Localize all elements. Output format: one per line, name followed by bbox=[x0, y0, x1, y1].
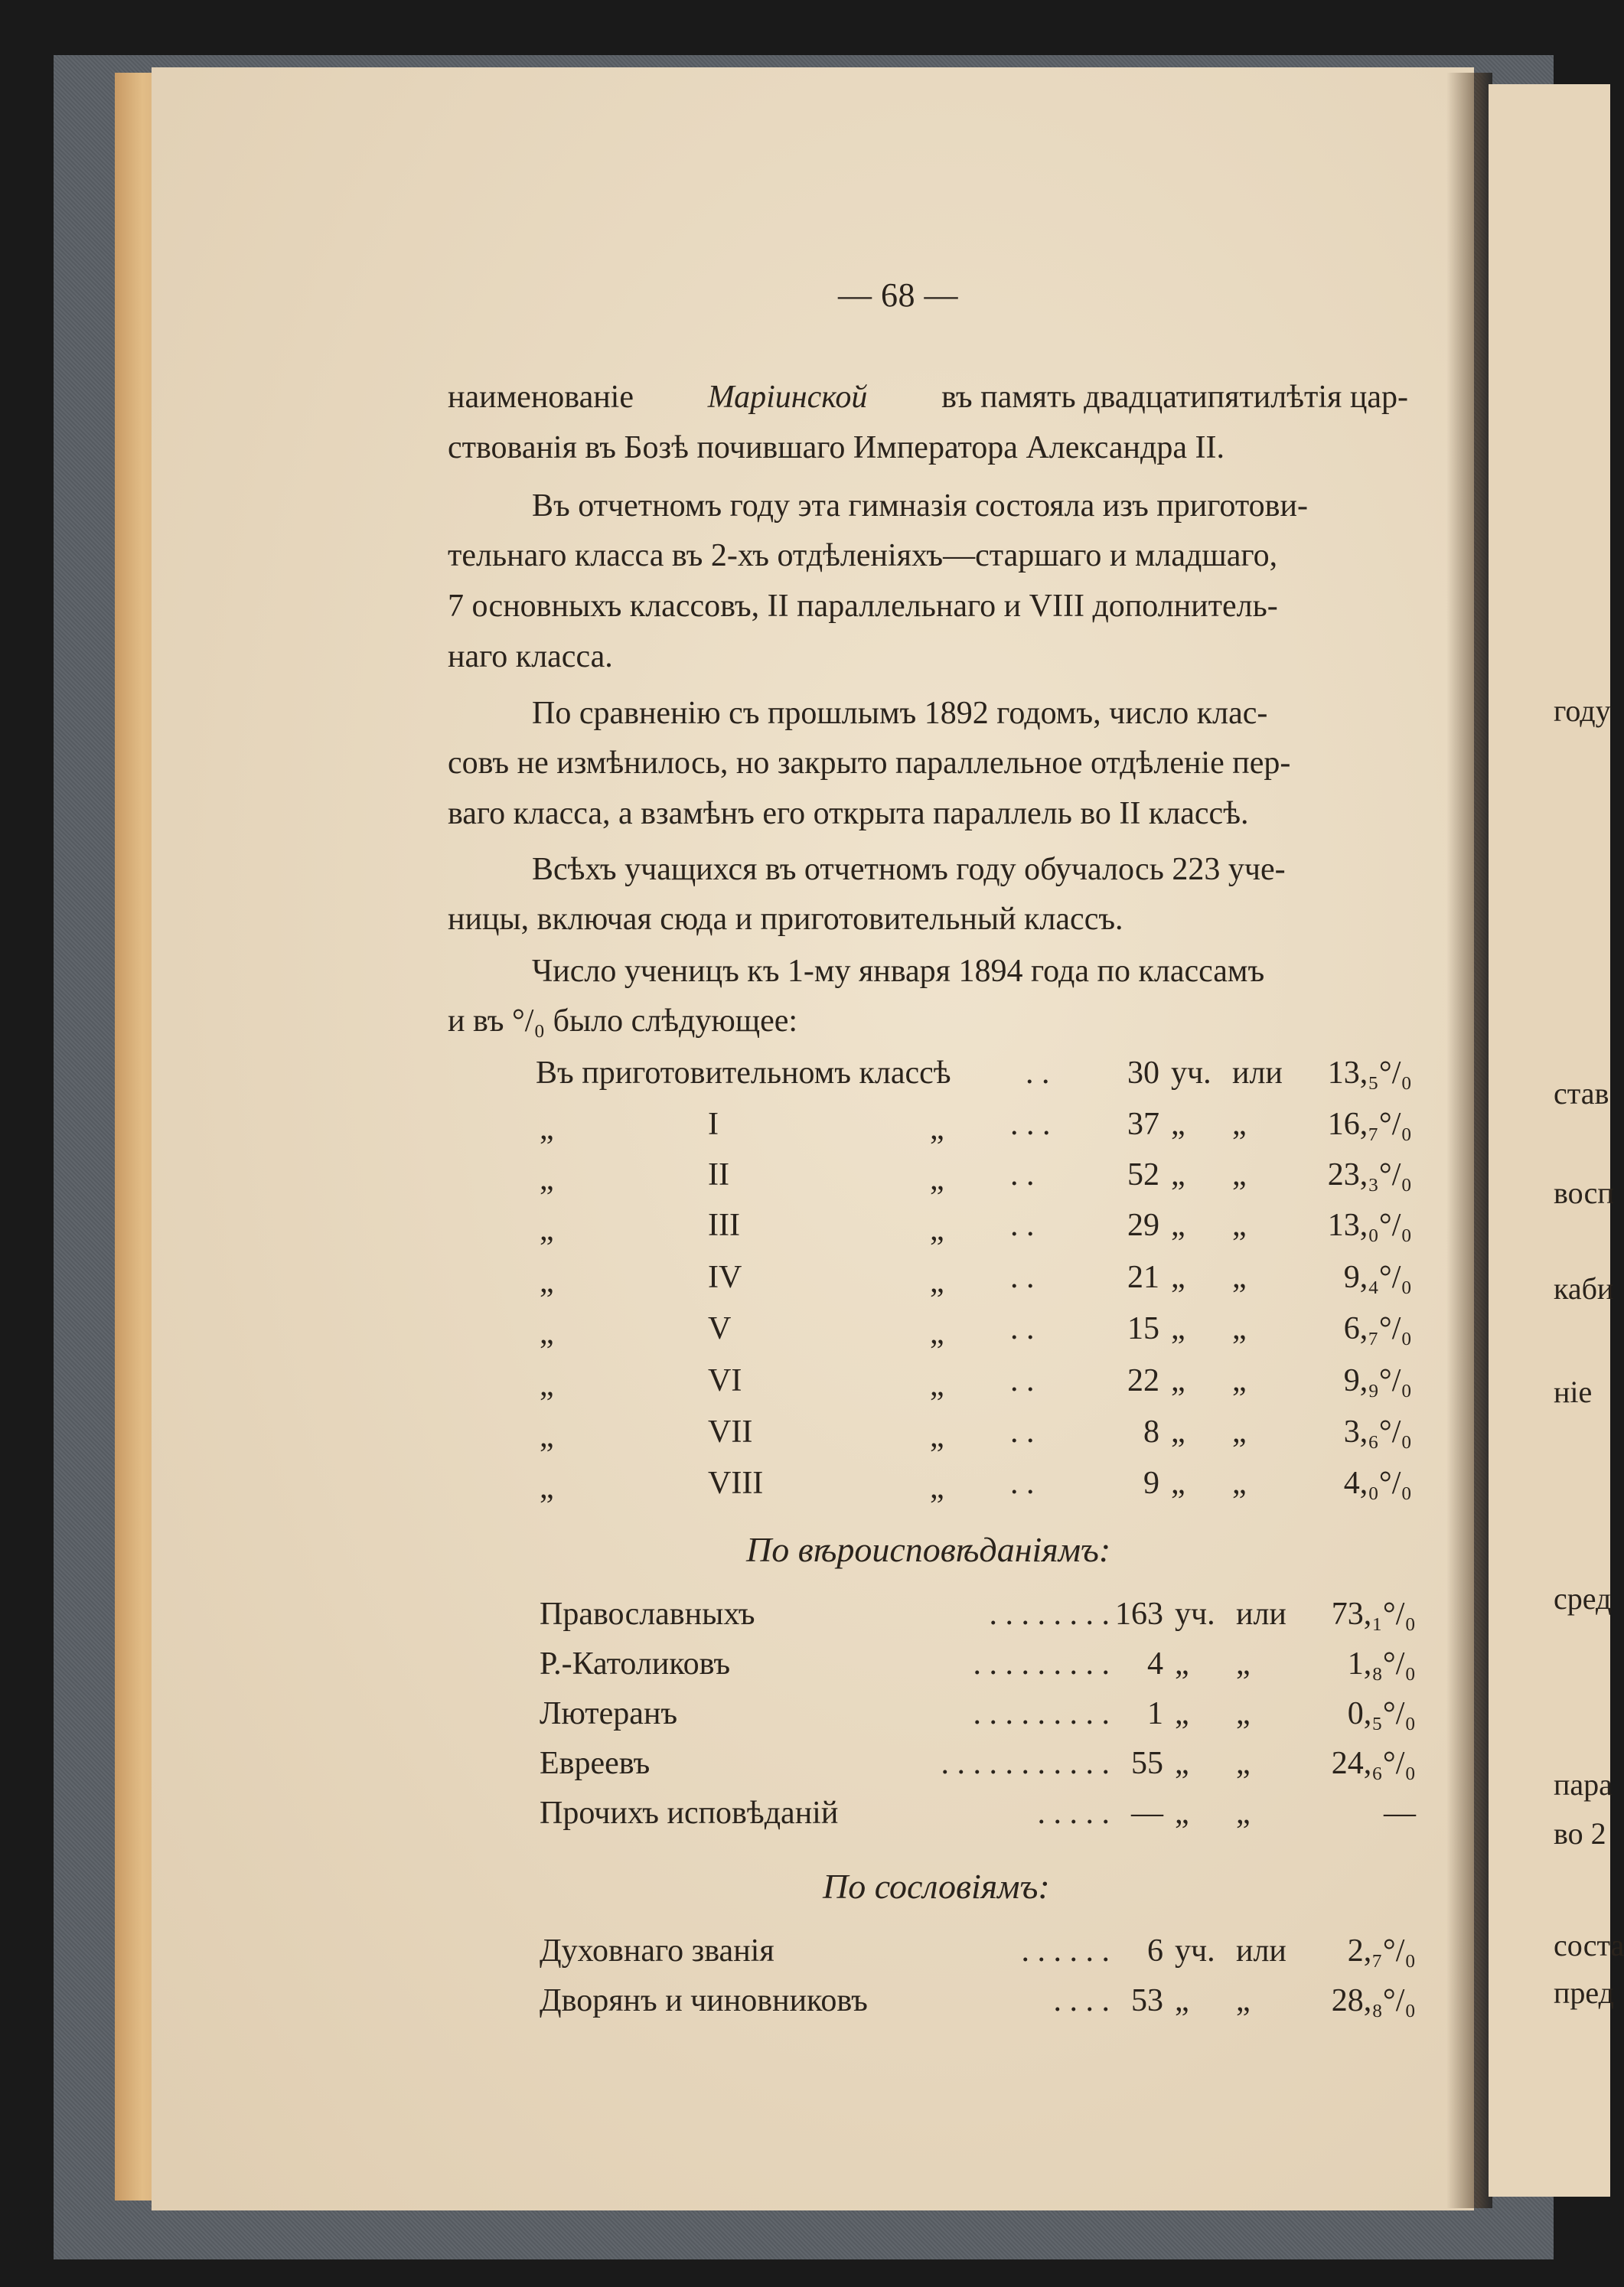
row-dots: . . bbox=[1010, 1363, 1035, 1398]
row-or: или bbox=[1236, 1933, 1286, 1969]
class-numeral: I bbox=[708, 1107, 719, 1142]
row-or: „ bbox=[1236, 1646, 1251, 1682]
row-dots: . . . . . bbox=[1037, 1796, 1110, 1831]
text-fragment: Число ученицъ къ 1-му января 1894 года по классамъ bbox=[532, 954, 1265, 989]
row-label: Православныхъ bbox=[540, 1597, 755, 1632]
row-or: „ bbox=[1236, 1696, 1251, 1731]
row-label: Р.-Католиковъ bbox=[540, 1646, 731, 1682]
row-percent: 2,₇°/₀ bbox=[1347, 1933, 1416, 1969]
row-dots: . . bbox=[1010, 1260, 1035, 1295]
row-unit: „ bbox=[1171, 1208, 1185, 1243]
ditto-mark: „ bbox=[930, 1368, 944, 1403]
row-or: или bbox=[1232, 1055, 1283, 1091]
class-numeral: V bbox=[708, 1311, 732, 1346]
row-count: — bbox=[1131, 1796, 1163, 1831]
row-percent: 73,₁°/₀ bbox=[1331, 1597, 1416, 1632]
ditto-mark: „ bbox=[930, 1264, 944, 1300]
row-unit: „ bbox=[1171, 1157, 1185, 1192]
facing-page bbox=[1489, 84, 1610, 2197]
row-or: „ bbox=[1232, 1363, 1247, 1398]
ditto-mark: „ bbox=[540, 1316, 554, 1351]
text-line bbox=[448, 1003, 1408, 1039]
row-count: 163 bbox=[1115, 1597, 1163, 1632]
row-count: 8 bbox=[1143, 1414, 1159, 1450]
row-percent: 23,₃°/₀ bbox=[1327, 1157, 1412, 1192]
row-count: 53 bbox=[1131, 1983, 1163, 2018]
class-numeral: III bbox=[708, 1208, 740, 1243]
text-line bbox=[448, 588, 1408, 625]
text-fragment: наго класса. bbox=[448, 639, 613, 674]
row-percent: 9,₄°/₀ bbox=[1343, 1260, 1412, 1295]
row-dots: . . bbox=[1010, 1466, 1035, 1501]
row-label: Въ приготовительномъ классѣ bbox=[536, 1055, 951, 1091]
text-line bbox=[448, 901, 1408, 938]
ditto-mark: „ bbox=[540, 1162, 554, 1197]
text-fragment: тельнаго класса въ 2-хъ отдѣленіяхъ—старшаго и младшаго, bbox=[448, 538, 1278, 573]
text-line bbox=[448, 795, 1408, 832]
book-gutter bbox=[1446, 73, 1492, 2208]
row-percent: 13,₀°/₀ bbox=[1327, 1208, 1412, 1243]
row-unit: „ bbox=[1171, 1311, 1185, 1346]
row-label: Духовнаго званія bbox=[540, 1933, 774, 1969]
facing-text-fragment: пара bbox=[1554, 1767, 1613, 1802]
section-heading-estates: По сословіямъ: bbox=[823, 1867, 1050, 1906]
text-line bbox=[448, 851, 1408, 888]
text-fragment: Всѣхъ учащихся въ отчетномъ году обучалось 223 уче- bbox=[532, 852, 1286, 887]
row-dots: . . . . . . bbox=[1021, 1933, 1110, 1969]
row-dots: . . . . . . . . bbox=[989, 1597, 1110, 1632]
row-dots: . . . . . . . . . . . bbox=[941, 1746, 1110, 1781]
row-unit: „ bbox=[1171, 1414, 1185, 1450]
row-percent: 3,₆°/₀ bbox=[1343, 1414, 1412, 1450]
text-fragment: въ память двадцатипятилѣтія цар- bbox=[941, 380, 1408, 415]
row-percent: 9,₉°/₀ bbox=[1343, 1363, 1412, 1398]
text-line bbox=[448, 429, 1408, 466]
class-numeral: VI bbox=[708, 1363, 742, 1398]
ditto-mark: „ bbox=[930, 1111, 944, 1147]
text-fragment: По сравненію съ прошлымъ 1892 годомъ, число клас- bbox=[532, 696, 1268, 731]
ditto-mark: „ bbox=[540, 1419, 554, 1454]
text-line bbox=[448, 488, 1408, 524]
section-heading-religion: По вѣроисповѣданіямъ: bbox=[746, 1530, 1111, 1569]
class-numeral: VII bbox=[708, 1414, 753, 1450]
row-dots: . . bbox=[1010, 1208, 1035, 1243]
facing-text-fragment: сред bbox=[1554, 1581, 1612, 1616]
facing-text-fragment: соста bbox=[1554, 1928, 1624, 1962]
row-dots: . . bbox=[1010, 1414, 1035, 1450]
row-percent: 0,₅°/₀ bbox=[1347, 1696, 1416, 1731]
text-line bbox=[448, 953, 1408, 990]
row-or: „ bbox=[1232, 1260, 1247, 1295]
row-dots: . . . . . . . . . bbox=[973, 1696, 1110, 1731]
row-unit: уч. bbox=[1171, 1055, 1211, 1091]
row-percent: 1,₈°/₀ bbox=[1347, 1646, 1416, 1682]
row-unit: „ bbox=[1175, 1696, 1189, 1731]
row-unit: „ bbox=[1171, 1107, 1185, 1142]
row-unit: „ bbox=[1171, 1466, 1185, 1501]
ditto-mark: „ bbox=[930, 1419, 944, 1454]
row-count: 22 bbox=[1127, 1363, 1159, 1398]
row-or: „ bbox=[1232, 1466, 1247, 1501]
row-label: Дворянъ и чиновниковъ bbox=[540, 1983, 868, 2018]
row-dots: . . . bbox=[1010, 1107, 1051, 1142]
row-or: „ bbox=[1236, 1796, 1251, 1831]
text-fragment: ваго класса, а взамѣнъ его открыта параллель во II классѣ. bbox=[448, 796, 1249, 831]
row-or: „ bbox=[1236, 1746, 1251, 1781]
row-label: Евреевъ bbox=[540, 1746, 651, 1781]
page-number: — 68 — bbox=[838, 276, 958, 314]
row-percent: 28,₈°/₀ bbox=[1331, 1983, 1416, 2018]
ditto-mark: „ bbox=[540, 1111, 554, 1147]
row-count: 37 bbox=[1127, 1107, 1159, 1142]
row-percent: 16,₇°/₀ bbox=[1327, 1107, 1412, 1142]
facing-text-fragment: году bbox=[1554, 693, 1611, 728]
ditto-mark: „ bbox=[930, 1162, 944, 1197]
row-dots: . . bbox=[1010, 1157, 1035, 1192]
class-numeral: II bbox=[708, 1157, 729, 1192]
row-unit: „ bbox=[1175, 1746, 1189, 1781]
row-unit: уч. bbox=[1175, 1933, 1215, 1969]
row-count: 6 bbox=[1147, 1933, 1163, 1969]
row-count: 55 bbox=[1131, 1746, 1163, 1781]
text-fragment: ствованія въ Бозѣ почившаго Императора Александра II. bbox=[448, 430, 1225, 465]
text-fragment: Въ отчетномъ году эта гимназія состояла изъ приготови- bbox=[532, 488, 1308, 524]
row-unit: уч. bbox=[1175, 1597, 1215, 1632]
row-dots: . . . . . . . . . bbox=[973, 1646, 1110, 1682]
class-numeral: VIII bbox=[708, 1466, 764, 1501]
row-percent: 6,₇°/₀ bbox=[1343, 1311, 1412, 1346]
class-numeral: IV bbox=[708, 1260, 742, 1295]
row-count: 29 bbox=[1127, 1208, 1159, 1243]
row-dots: . . bbox=[1010, 1311, 1035, 1346]
row-unit: „ bbox=[1171, 1363, 1185, 1398]
text-fragment: ницы, включая сюда и приготовительный классъ. bbox=[448, 902, 1123, 937]
ditto-mark: „ bbox=[930, 1212, 944, 1248]
row-or: „ bbox=[1232, 1311, 1247, 1346]
text-line bbox=[448, 745, 1408, 781]
ditto-mark: „ bbox=[540, 1212, 554, 1248]
text-fragment: и въ °/₀ было слѣдующее: bbox=[448, 1003, 798, 1039]
text-emphasis: Маріинской bbox=[707, 380, 868, 415]
ditto-mark: „ bbox=[930, 1470, 944, 1506]
facing-text-fragment: восп bbox=[1554, 1176, 1614, 1210]
row-count: 52 bbox=[1127, 1157, 1159, 1192]
text-line bbox=[448, 537, 1408, 574]
facing-text-fragment: во 2 bbox=[1554, 1816, 1606, 1851]
row-count: 21 bbox=[1127, 1260, 1159, 1295]
row-count: 9 bbox=[1143, 1466, 1159, 1501]
row-or: „ bbox=[1232, 1414, 1247, 1450]
facing-text-fragment: ніе bbox=[1554, 1375, 1593, 1409]
text-fragment: 7 основныхъ классовъ, II параллельнаго и VIII дополнитель- bbox=[448, 589, 1278, 624]
row-or: „ bbox=[1236, 1983, 1251, 2018]
ditto-mark: „ bbox=[930, 1316, 944, 1351]
text-line bbox=[448, 638, 1408, 675]
row-count: 30 bbox=[1127, 1055, 1159, 1091]
row-unit: „ bbox=[1175, 1796, 1189, 1831]
row-label: Лютеранъ bbox=[540, 1696, 678, 1731]
row-or: „ bbox=[1232, 1107, 1247, 1142]
row-percent: 4,₀°/₀ bbox=[1343, 1466, 1412, 1501]
row-percent: 13,₅°/₀ bbox=[1327, 1055, 1412, 1091]
text-fragment: совъ не измѣнилось, но закрыто параллельное отдѣленіе пер- bbox=[448, 745, 1291, 781]
row-label: Прочихъ исповѣданій bbox=[540, 1796, 839, 1831]
text-line bbox=[448, 379, 1408, 416]
row-unit: „ bbox=[1175, 1983, 1189, 2018]
row-dots: . . . . bbox=[1053, 1983, 1110, 2018]
facing-text-fragment: пред bbox=[1554, 1975, 1614, 2010]
row-unit: „ bbox=[1171, 1260, 1185, 1295]
ditto-mark: „ bbox=[540, 1264, 554, 1300]
facing-text-fragment: каби bbox=[1554, 1271, 1614, 1306]
text-word: наименованіе bbox=[448, 380, 634, 415]
row-or: или bbox=[1236, 1597, 1286, 1632]
facing-text-fragment: став bbox=[1554, 1076, 1609, 1111]
row-count: 4 bbox=[1147, 1646, 1163, 1682]
row-percent: 24,₆°/₀ bbox=[1331, 1746, 1416, 1781]
row-or: „ bbox=[1232, 1208, 1247, 1243]
row-count: 1 bbox=[1147, 1696, 1163, 1731]
row-count: 15 bbox=[1127, 1311, 1159, 1346]
ditto-mark: „ bbox=[540, 1470, 554, 1506]
row-unit: „ bbox=[1175, 1646, 1189, 1682]
text-line bbox=[448, 695, 1408, 732]
row-dots: . . bbox=[1026, 1055, 1050, 1091]
row-percent: — bbox=[1384, 1796, 1416, 1831]
ditto-mark: „ bbox=[540, 1368, 554, 1403]
row-or: „ bbox=[1232, 1157, 1247, 1192]
